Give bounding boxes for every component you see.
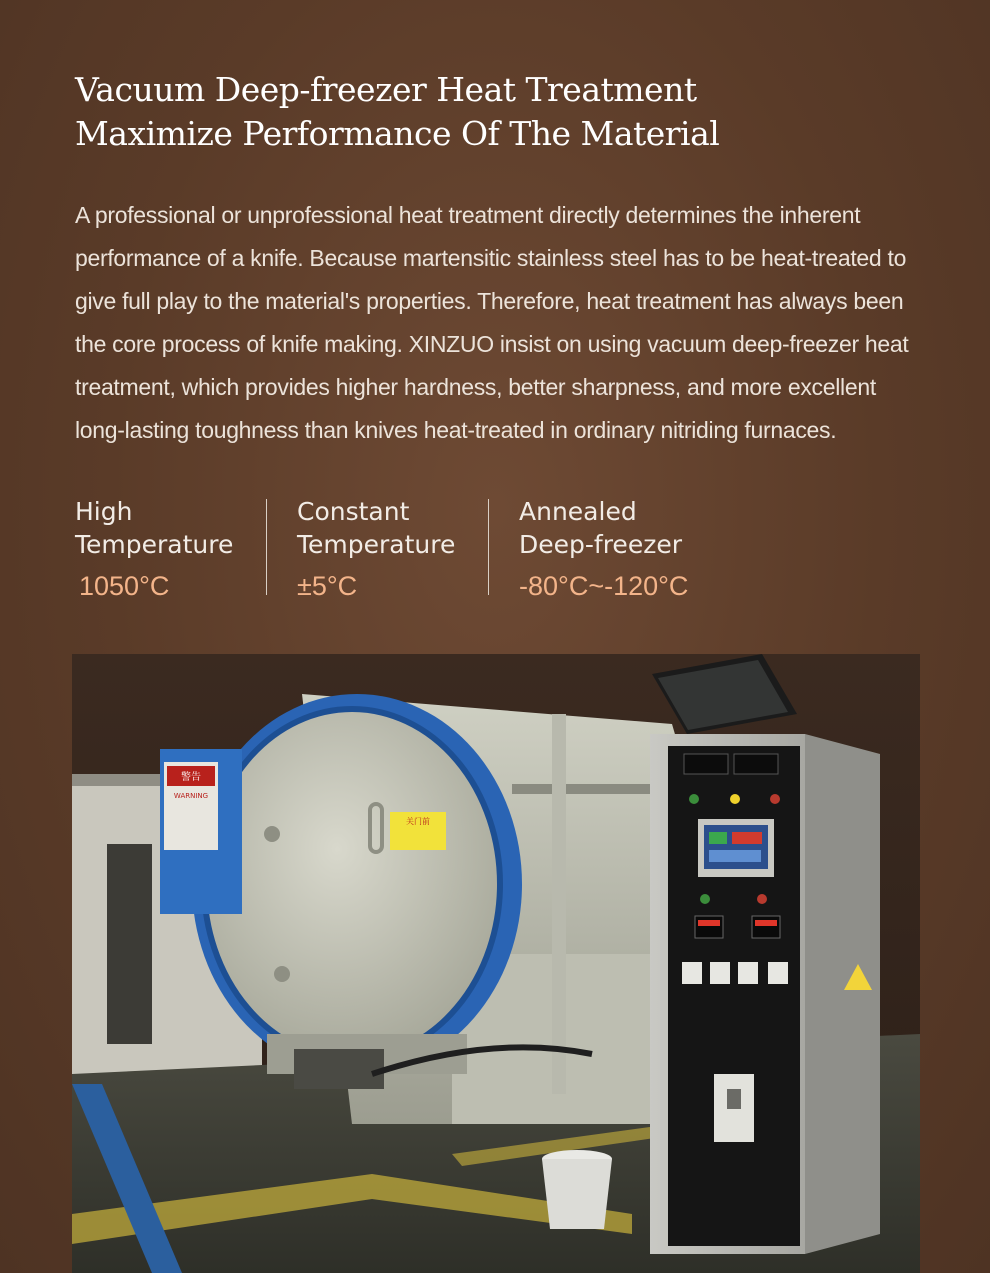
- stat-label-line-1: High: [75, 497, 133, 526]
- furnace-photo: [72, 654, 920, 1273]
- svg-text:关门前: 关门前: [406, 817, 430, 826]
- title-line-2: Maximize Performance Of The Material: [75, 114, 720, 153]
- stat-value: 1050°C: [79, 571, 170, 601]
- stats-row: [75, 495, 775, 605]
- stat-label: [75, 495, 233, 561]
- title-line-1: Vacuum Deep-freezer Heat Treatment: [75, 70, 697, 109]
- stat-label-line-2: Deep-freezer: [519, 530, 682, 559]
- warning-sign-title: 警告: [181, 772, 201, 783]
- stat-constant-temperature: [297, 495, 455, 602]
- stat-label-line-2: Temperature: [75, 530, 234, 559]
- stat-label: [297, 495, 455, 561]
- doorway: [107, 844, 152, 1044]
- stat-label-line-1: Constant: [297, 497, 410, 526]
- stat-label-line-2: Temperature: [297, 530, 456, 559]
- page-title: [75, 68, 935, 156]
- stat-divider: [488, 499, 489, 595]
- stat-divider: [266, 499, 267, 595]
- stat-high-temperature: [75, 495, 233, 602]
- stat-value: ±5°C: [297, 571, 358, 601]
- stat-label-line-1: Annealed: [519, 497, 637, 526]
- stat-value: -80°C~-120°C: [519, 571, 689, 601]
- description-paragraph: A professional or unprofessional heat treatment directly determines the inherent performance of a knife. Because martensitic stainless steel has to be heat-treated to give full play to the material's properties. Therefore, heat treatment has always been the core process of knife making. XINZUO insist on using vacuum deep-freezer heat treatment, which provides higher hardness, better sharpness, and more excellent long-lasting toughness than knives heat-treated in ordinary nitriding furnaces.: [75, 202, 909, 443]
- warning-sign-sub: WARNING: [173, 792, 209, 800]
- vacuum-furnace-illustration: [72, 654, 920, 1273]
- stat-annealed-deep-freezer: [519, 495, 688, 602]
- stat-label: [519, 495, 688, 561]
